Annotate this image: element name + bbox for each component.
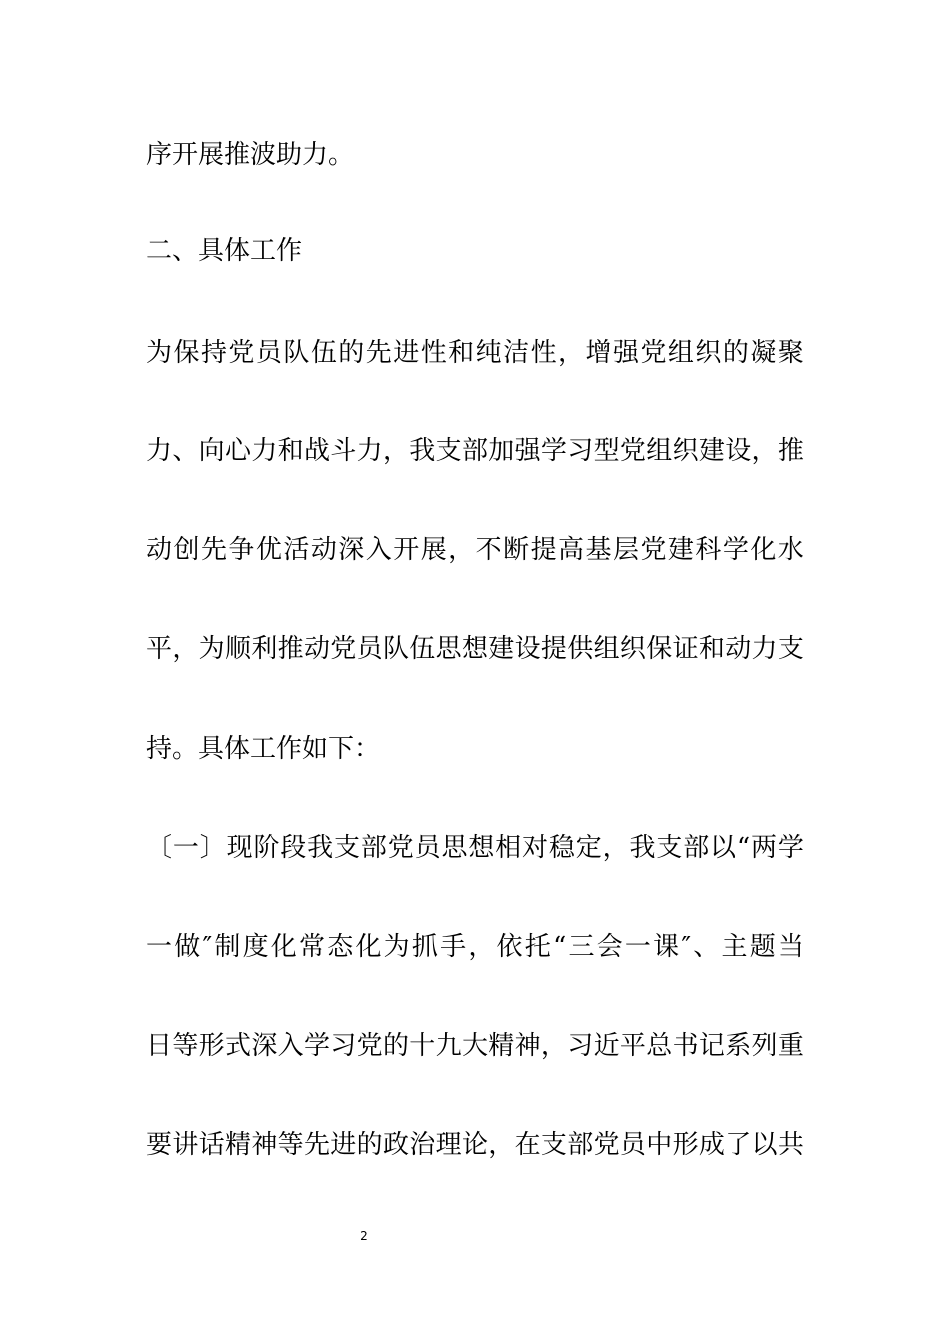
glyph: 稳 [548,833,575,863]
glyph: 会 [596,932,623,962]
glyph: 化 [270,932,297,962]
glyph: 一 [146,932,173,962]
glyph: 平 [619,1031,646,1061]
glyph: 当 [777,932,804,962]
glyph: 共 [777,1130,804,1160]
glyph: 三 [568,932,595,962]
text-line-3 [146,338,804,368]
glyph: 我 [409,436,436,466]
glyph: ， [382,436,409,466]
glyph: 增 [585,338,612,368]
glyph: 为 [198,634,225,664]
glyph: 党 [593,1130,620,1160]
glyph: 化 [355,932,382,962]
glyph: 一 [624,932,651,962]
glyph: 九 [435,1031,462,1061]
glyph: ， [488,1130,515,1160]
glyph: 、 [693,932,720,962]
glyph: 伍 [310,338,337,368]
glyph: 党 [619,436,646,466]
glyph: 力 [751,634,778,664]
text-line-4 [146,436,804,466]
glyph: 建 [698,436,725,466]
glyph: 加 [488,436,515,466]
page-number: 2 [360,1229,368,1243]
glyph: 创 [173,535,200,565]
glyph: 常 [299,932,326,962]
glyph: ， [468,932,495,962]
glyph: 学 [540,436,567,466]
glyph: 做 [174,932,201,962]
glyph: 强 [612,338,639,368]
glyph: 习 [330,1031,357,1061]
glyph: 争 [228,535,255,565]
glyph: 论 [461,1130,488,1160]
glyph: 设 [514,634,541,664]
glyph: 员 [619,1130,646,1160]
glyph: 想 [461,634,488,664]
glyph: 主 [721,932,748,962]
glyph: 精 [224,1130,251,1160]
glyph: 心 [224,436,251,466]
glyph: 利 [251,634,278,664]
glyph: 十 [409,1031,436,1061]
glyph: 为 [146,338,173,368]
glyph: 定 [575,833,602,863]
glyph: 〔 [146,833,173,863]
glyph: 以 [710,833,737,863]
glyph: 和 [698,634,725,664]
glyph: 理 [435,1130,462,1160]
glyph: 支 [334,833,361,863]
glyph: 先 [365,338,392,368]
glyph: 保 [173,338,200,368]
glyph: “ [736,833,751,863]
glyph: 依 [496,932,523,962]
glyph: 治 [409,1130,436,1160]
glyph: 向 [198,436,225,466]
glyph: 、 [172,436,199,466]
glyph: 优 [255,535,282,565]
glyph: 记 [698,1031,725,1061]
glyph: 形 [672,1130,699,1160]
glyph: 展 [420,535,447,565]
glyph: 队 [283,338,310,368]
glyph: 支 [777,634,804,664]
glyph: 神 [514,1031,541,1061]
glyph: 推 [777,436,804,466]
glyph: 党 [640,535,667,565]
glyph: 托 [524,932,551,962]
glyph: 的 [722,338,749,368]
glyph: 部 [683,833,710,863]
glyph: 话 [198,1130,225,1160]
glyph: 水 [777,535,804,565]
glyph: ， [540,1031,567,1061]
glyph: 党 [330,634,357,664]
glyph: 队 [382,634,409,664]
glyph: 建 [488,634,515,664]
glyph: ， [602,833,629,863]
glyph: 两 [751,833,778,863]
glyph: 战 [303,436,330,466]
glyph: 要 [146,1130,173,1160]
glyph: 等 [277,1130,304,1160]
glyph: 成 [698,1130,725,1160]
glyph: 等 [172,1031,199,1061]
glyph: 书 [672,1031,699,1061]
glyph: 持 [200,338,227,368]
glyph: 动 [146,535,173,565]
glyph: 了 [725,1130,752,1160]
glyph: 以 [751,1130,778,1160]
glyph: 日 [146,1031,173,1061]
glyph: 开 [393,535,420,565]
glyph: 提 [530,535,557,565]
glyph: ， [172,634,199,664]
glyph: 性 [530,338,557,368]
glyph: 课 [653,932,680,962]
glyph: 织 [619,634,646,664]
glyph: 性 [420,338,447,368]
glyph: 和 [448,338,475,368]
glyph: 段 [280,833,307,863]
glyph: 现 [226,833,253,863]
glyph: 动 [725,634,752,664]
glyph: 支 [435,436,462,466]
glyph: 提 [540,634,567,664]
glyph: 层 [612,535,639,565]
glyph: 入 [277,1031,304,1061]
glyph: 深 [338,535,365,565]
text-line-11 [146,1130,804,1160]
glyph: 供 [567,634,594,664]
glyph: 式 [224,1031,251,1061]
glyph: ， [448,535,475,565]
glyph: 政 [382,1130,409,1160]
glyph: “ [552,932,567,962]
glyph: 顺 [224,634,251,664]
glyph: 我 [629,833,656,863]
glyph: 高 [558,535,585,565]
glyph: 近 [593,1031,620,1061]
glyph: 活 [283,535,310,565]
glyph: 织 [695,338,722,368]
glyph: 支 [656,833,683,863]
glyph: ″ [202,932,213,962]
glyph: 形 [198,1031,225,1061]
glyph: 组 [593,634,620,664]
glyph: 精 [488,1031,515,1061]
glyph: 先 [303,1130,330,1160]
glyph: 化 [750,535,777,565]
glyph: 党 [387,833,414,863]
glyph: 列 [751,1031,778,1061]
section-heading: 二、具体工作 [146,236,303,266]
glyph: 部 [567,1130,594,1160]
glyph: 〕 [199,833,226,863]
glyph: 力 [146,436,173,466]
text-line-1: 序开展推波助力。 [146,140,355,170]
glyph: 力 [251,436,278,466]
glyph: 动 [303,634,330,664]
glyph: 重 [777,1031,804,1061]
glyph: 思 [441,833,468,863]
glyph: 学 [722,535,749,565]
glyph: 洁 [503,338,530,368]
glyph: 力 [356,436,383,466]
glyph: 斗 [330,436,357,466]
glyph: 党 [640,338,667,368]
glyph: 员 [356,634,383,664]
glyph: 相 [495,833,522,863]
glyph: 学 [303,1031,330,1061]
glyph: 的 [382,1031,409,1061]
text-line-5 [146,535,804,565]
glyph: 阶 [253,833,280,863]
glyph: 党 [228,338,255,368]
glyph: 伍 [409,634,436,664]
glyph: 一 [172,833,199,863]
glyph: 讲 [172,1130,199,1160]
glyph: 习 [567,436,594,466]
glyph: 深 [251,1031,278,1061]
glyph: 强 [514,436,541,466]
glyph: 题 [749,932,776,962]
glyph: 进 [393,338,420,368]
text-line-10 [146,1031,804,1061]
glyph: 对 [522,833,549,863]
glyph: 习 [567,1031,594,1061]
glyph: 纯 [475,338,502,368]
glyph: 聚 [777,338,804,368]
glyph: 学 [777,833,804,863]
glyph: 神 [251,1130,278,1160]
glyph: 支 [540,1130,567,1160]
glyph: 部 [461,436,488,466]
glyph: 推 [277,634,304,664]
glyph: 入 [365,535,392,565]
glyph: 证 [672,634,699,664]
glyph: 制 [214,932,241,962]
glyph: 部 [360,833,387,863]
glyph: 大 [461,1031,488,1061]
text-line-8 [146,833,804,863]
glyph: ″ [681,932,692,962]
glyph: 设 [725,436,752,466]
glyph: 断 [503,535,530,565]
glyph: 动 [310,535,337,565]
glyph: 保 [646,634,673,664]
glyph: 组 [646,436,673,466]
glyph: 组 [667,338,694,368]
glyph: 度 [242,932,269,962]
glyph: 总 [646,1031,673,1061]
glyph: 不 [475,535,502,565]
glyph: 态 [327,932,354,962]
glyph: 型 [593,436,620,466]
glyph: 想 [468,833,495,863]
glyph: 科 [695,535,722,565]
glyph: 员 [414,833,441,863]
glyph: 的 [338,338,365,368]
text-line-9 [146,932,804,962]
glyph: 思 [435,634,462,664]
glyph: 进 [330,1130,357,1160]
glyph: 员 [255,338,282,368]
glyph: 在 [514,1130,541,1160]
glyph: 和 [277,436,304,466]
glyph: 为 [383,932,410,962]
glyph: 我 [307,833,334,863]
glyph: 党 [356,1031,383,1061]
glyph: 织 [672,436,699,466]
glyph: 建 [667,535,694,565]
glyph: 先 [200,535,227,565]
glyph: ， [751,436,778,466]
text-line-7: 持。具体工作如下： [146,734,381,764]
glyph: 的 [356,1130,383,1160]
glyph: 中 [646,1130,673,1160]
glyph: 系 [725,1031,752,1061]
glyph: 平 [146,634,173,664]
glyph: 凝 [750,338,777,368]
glyph: ， [558,338,585,368]
glyph: 基 [585,535,612,565]
glyph: 抓 [411,932,438,962]
glyph: 手 [440,932,467,962]
text-line-6 [146,634,804,664]
